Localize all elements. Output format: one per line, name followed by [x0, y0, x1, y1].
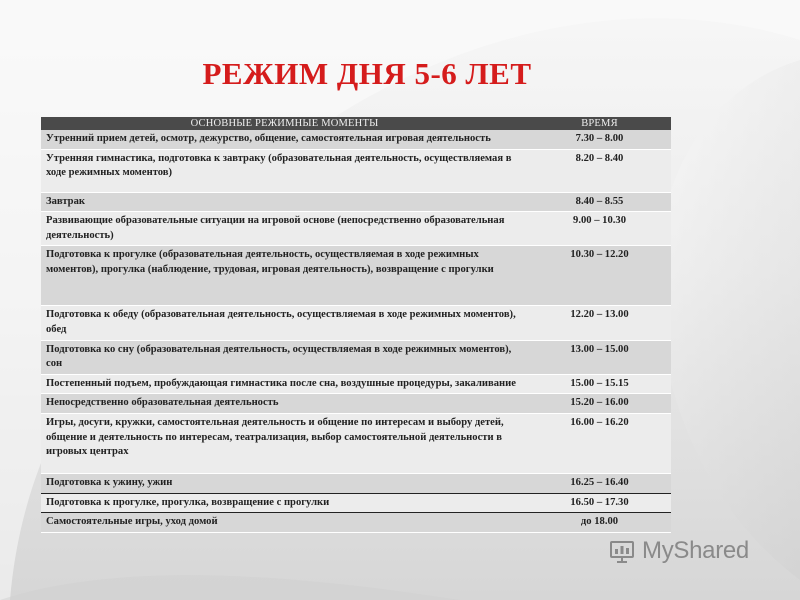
- activity-cell: Игры, досуги, кружки, самостоятельная деятельность и общение по интересам и выбору детей, общение и деятельность по интересам, театрализация, выбор самостоятельной деятельности в игровых центрах: [41, 413, 528, 473]
- table-row: [41, 192, 671, 212]
- time-cell: 7.30 – 8.00: [528, 130, 671, 149]
- time-cell: 12.20 – 13.00: [528, 306, 671, 340]
- activity-cell: Подготовка ко сну (образовательная деятельность, осуществляемая в ходе режимных моментов), сон: [41, 340, 528, 374]
- table-row: [41, 130, 671, 149]
- column-header-time: ВРЕМЯ: [528, 117, 671, 130]
- table-row: [41, 394, 671, 414]
- activity-cell: Утренняя гимнастика, подготовка к завтраку (образовательная деятельность, осуществляемая в ходе режимных моментов): [41, 149, 528, 192]
- table-row: [41, 513, 671, 533]
- table-row: [41, 413, 671, 473]
- column-header-activities: ОСНОВНЫЕ РЕЖИМНЫЕ МОМЕНТЫ: [41, 117, 528, 130]
- table-row: [41, 306, 671, 340]
- time-cell: 10.30 – 12.20: [528, 246, 671, 306]
- activity-cell: Постепенный подъем, пробуждающая гимнастика после сна, воздушные процедуры, закаливание: [41, 374, 528, 394]
- table-header-row: [41, 117, 671, 130]
- time-cell: 8.40 – 8.55: [528, 192, 671, 212]
- activity-cell: Развивающие образовательные ситуации на игровой основе (непосредственно образовательная деятельность): [41, 212, 528, 246]
- table-row: [41, 246, 671, 306]
- time-cell: 15.00 – 15.15: [528, 374, 671, 394]
- time-cell: 9.00 – 10.30: [528, 212, 671, 246]
- table-row: [41, 473, 671, 493]
- table-row: [41, 493, 671, 513]
- time-cell: 16.00 – 16.20: [528, 413, 671, 473]
- myshared-logo-icon: [608, 537, 636, 565]
- schedule-table: [41, 117, 671, 533]
- activity-cell: Подготовка к прогулке, прогулка, возвращение с прогулки: [41, 493, 528, 513]
- activity-cell: Завтрак: [41, 192, 528, 212]
- activity-cell: Подготовка к ужину, ужин: [41, 473, 528, 493]
- table-row: [41, 149, 671, 192]
- table-row: [41, 212, 671, 246]
- activity-cell: Подготовка к прогулке (образовательная деятельность, осуществляемая в ходе режимных моментов), прогулка (наблюдение, трудовая, игровая деятельность), возвращение с прогулки: [41, 246, 528, 306]
- myshared-logo-text: MyShared: [642, 537, 749, 564]
- time-cell: до 18.00: [528, 513, 671, 533]
- activity-cell: Подготовка к обеду (образовательная деятельность, осуществляемая в ходе режимных моментов), обед: [41, 306, 528, 340]
- time-cell: 13.00 – 15.00: [528, 340, 671, 374]
- page-title: РЕЖИМ ДНЯ 5-6 ЛЕТ: [202, 56, 532, 91]
- time-cell: 8.20 – 8.40: [528, 149, 671, 192]
- activity-cell: Утренний прием детей, осмотр, дежурство, общение, самостоятельная игровая деятельность: [41, 130, 528, 149]
- table-row: [41, 340, 671, 374]
- time-cell: 15.20 – 16.00: [528, 394, 671, 414]
- time-cell: 16.25 – 16.40: [528, 473, 671, 493]
- activity-cell: Самостоятельные игры, уход домой: [41, 513, 528, 533]
- activity-cell: Непосредственно образовательная деятельность: [41, 394, 528, 414]
- myshared-watermark[interactable]: [608, 536, 749, 566]
- table-row: [41, 374, 671, 394]
- time-cell: 16.50 – 17.30: [528, 493, 671, 513]
